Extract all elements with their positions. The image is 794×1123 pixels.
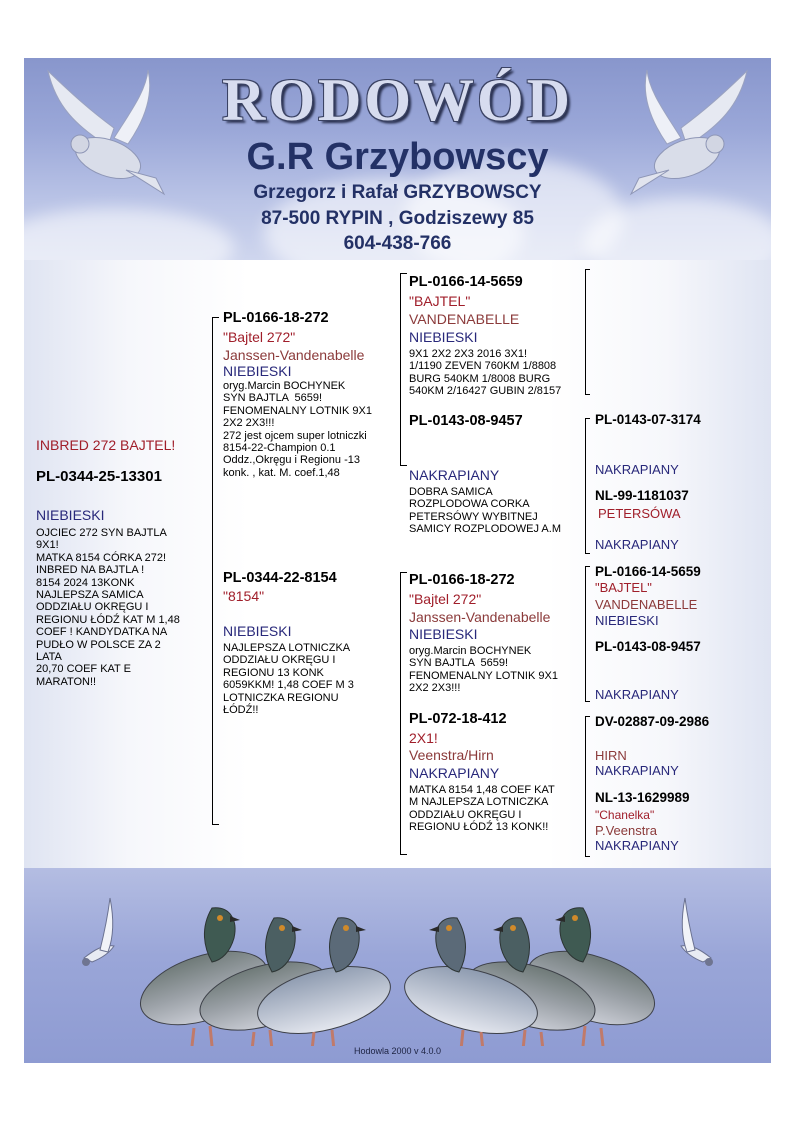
dam-description: NAJLEPSZA LOTNICZKA ODDZIAŁU OKRĘGU I REGIONU 13 KONK 6059KKM! 1,48 COEF M 3 LOTNICZKA REGIONU ŁÓDŹ!!	[223, 642, 354, 717]
bracket-dd-parents	[585, 716, 590, 857]
software-version: Hodowla 2000 v 4.0.0	[353, 1046, 442, 1056]
footer-banner	[24, 868, 771, 1063]
subject-ring: PL-0344-25-13301	[36, 468, 162, 485]
sire-ring: PL-0166-18-272	[223, 310, 329, 326]
loft-name: G.R Grzybowscy	[246, 136, 549, 178]
pigeon-group-left	[131, 908, 397, 1046]
bracket-sire-parents	[400, 273, 407, 466]
dd-name: 2X1!	[409, 730, 438, 746]
bracket-parents	[212, 317, 219, 825]
g4-1-color: NAKRAPIANY	[595, 462, 679, 477]
ds-name: "Bajtel 272"	[409, 591, 482, 607]
dd-ring: PL-072-18-412	[409, 711, 507, 727]
bracket-dam-parents	[400, 572, 407, 855]
sd-color: NAKRAPIANY	[409, 467, 500, 483]
ds-color: NIEBIESKI	[409, 626, 478, 642]
sd-ring: PL-0143-08-9457	[409, 413, 523, 429]
subject-note: INBRED 272 BAJTEL!	[36, 437, 176, 453]
g4-3-color: NIEBIESKI	[595, 613, 659, 628]
pigeons-illustration	[24, 868, 771, 1046]
g4-5-ring: DV-02887-09-2986	[595, 714, 710, 729]
subject-color: NIEBIESKI	[36, 507, 105, 523]
page-title: RODOWÓD	[222, 67, 573, 133]
ds-description: oryg.Marcin BOCHYNEK SYN BAJTLA 5659! FENOMENALNY LOTNIK 9X1 2X2 2X3!!!	[409, 645, 558, 695]
flying-dove-right-icon	[681, 898, 713, 966]
sire-breed: Janssen-Vandenabelle	[223, 347, 365, 363]
bracket-sd-parents	[585, 418, 590, 554]
subject-description: OJCIEC 272 SYN BAJTLA 9X1! MATKA 8154 CÓRKA 272! INBRED NA BAJTLA ! 8154 2024 13KONK NAJLEPSZA SAMICA ODDZIAŁU OKRĘGU I REGIONU ŁÓDŹ KAT M 1,48 COEF ! KANDYDATKA NA PUDŁO W POLSCE ZA 2 LATA 20,70 COEF KAT E MARATON!!	[36, 527, 180, 688]
g4-3-breed: VANDENABELLE	[595, 597, 698, 612]
g4-6-breed: P.Veenstra	[595, 823, 657, 838]
header-banner	[24, 58, 771, 260]
phone-line: 604-438-766	[343, 233, 452, 254]
g4-6-color: NAKRAPIANY	[595, 838, 679, 853]
pedigree-sheet	[24, 58, 771, 1063]
flying-dove-left-icon	[82, 898, 114, 966]
dd-breed: Veenstra/Hirn	[409, 747, 494, 763]
g4-5-breed: HIRN	[595, 748, 627, 763]
sd-description: DOBRA SAMICA ROZPLODOWA CORKA PETERSÓWY WYBITNEJ SAMICY ROZPLODOWEJ A.M	[409, 486, 561, 536]
bracket-ds-parents	[585, 566, 590, 702]
ss-breed: VANDENABELLE	[409, 311, 520, 327]
g4-2-color: NAKRAPIANY	[595, 537, 679, 552]
sire-name: "Bajtel 272"	[223, 329, 296, 345]
g4-6-ring: NL-13-1629989	[595, 790, 690, 805]
sire-description: oryg.Marcin BOCHYNEK SYN BAJTLA 5659! FENOMENALNY LOTNIK 9X1 2X2 2X3!!! 272 jest ojcem super lotniczki 8154-22-Champion 0.1 Oddz.,Okręgu i Regionu -13 konk. , kat. M. coef.1,48	[223, 380, 372, 479]
address-line: 87-500 RYPIN , Godziszewy 85	[261, 208, 534, 229]
dam-ring: PL-0344-22-8154	[223, 570, 337, 586]
g4-6-name: "Chanelka"	[595, 808, 655, 822]
g4-4-color: NAKRAPIANY	[595, 687, 679, 702]
dd-description: MATKA 8154 1,48 COEF KAT M NAJLEPSZA LOTNICZKA ODDZIAŁU OKRĘGU I REGIONU ŁÓDŹ 13 KONK!!	[409, 784, 555, 834]
g4-5-color: NAKRAPIANY	[595, 763, 679, 778]
ss-description: 9X1 2X2 2X3 2016 3X1! 1/1190 ZEVEN 760KM 1/8808 BURG 540KM 1/8008 BURG 540KM 2/16427 GUBIN 2/8157	[409, 348, 562, 398]
ss-ring: PL-0166-14-5659	[409, 274, 523, 290]
dam-name: "8154"	[223, 588, 265, 604]
ss-name: "BAJTEL"	[409, 293, 471, 309]
g4-3-name: "BAJTEL"	[595, 580, 652, 595]
owners-line: Grzegorz i Rafał GRZYBOWSCY	[253, 182, 542, 203]
pedigree-body	[24, 260, 771, 868]
ss-color: NIEBIESKI	[409, 329, 478, 345]
g4-4-ring: PL-0143-08-9457	[595, 639, 701, 654]
ds-breed: Janssen-Vandenabelle	[409, 609, 551, 625]
g4-2-name: PETERSÓWA	[598, 506, 681, 521]
g4-3-ring: PL-0166-14-5659	[595, 564, 701, 579]
ds-ring: PL-0166-18-272	[409, 572, 515, 588]
g4-2-ring: NL-99-1181037	[595, 488, 689, 503]
g4-1-ring: PL-0143-07-3174	[595, 412, 701, 427]
dd-color: NAKRAPIANY	[409, 765, 500, 781]
sire-color: NIEBIESKI	[223, 363, 292, 379]
dam-color: NIEBIESKI	[223, 623, 292, 639]
bracket-ss-parents	[585, 269, 590, 395]
pigeon-group-right	[398, 908, 664, 1046]
